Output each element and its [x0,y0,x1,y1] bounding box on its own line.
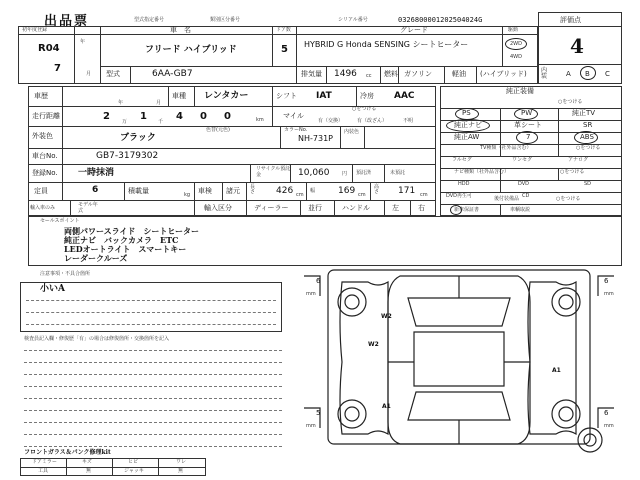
inspector-note: 検査員記入欄・修復歴「有」の場合は修復箇所・交換箇所を記入 [24,336,170,342]
mileage-year: 年 [118,100,124,106]
equip-seat-circle [516,131,538,144]
footer-header-break: ワレ [176,459,187,465]
mileage-digit-2: 1 [140,111,147,122]
model-name-value: フリード ハイブリッド [145,45,237,55]
tire-fl-unit: mm [306,291,316,297]
mileage-month: 月 [156,100,162,106]
damage-mark-a1-right: A1 [552,367,561,374]
navi-sd: SD [584,181,592,187]
color-change-label: 色替(元色) [206,127,230,133]
year-label: 年 [80,39,86,45]
tire-rl-value: 5 [316,409,321,417]
interior-selected-circle [580,66,596,80]
doors-label: ドア数 [276,27,291,33]
score-value: 4 [570,34,584,58]
tire-rr-value: 6 [604,409,609,417]
tv-circle-note: ○をつける [576,145,601,151]
displacement-value: 1496 [334,69,357,79]
tire-fr-unit: mm [604,291,614,297]
meter-label: マイル [283,112,304,120]
height-value: 171 [398,186,416,196]
color-value: ブラック [120,133,156,143]
footer-tools-label: 工具 [38,468,49,474]
damage-mark-a1-rear: A1 [382,403,391,410]
post-new: 新車保証書 [454,207,480,213]
ac-value: AAC [394,91,415,101]
recycle-status: 預託済 [356,170,372,176]
tire-fr-value: 6 [604,277,609,285]
type-designation-label: 型式指定番号 [134,17,165,23]
post-new-circle [450,205,462,215]
width-label: 幅 [310,188,316,194]
equip-leather: 革シート [514,121,542,129]
footer-jack-label: ジャッキ [124,468,144,474]
displacement-label: 排気量 [301,70,322,78]
mileage-digit-5: 0 [224,111,231,122]
navi-circle-note: ○をつける [560,169,585,175]
handle-label: ハンドル [342,204,370,212]
meter-circle-note: ○をつける [352,106,377,112]
capacity-label: 定員 [34,187,48,195]
import-label: 輸入車のみ [30,205,56,211]
notes-title: 注意事項・不具合箇所 [40,271,91,277]
equipment-title: 純正装備 [506,87,534,95]
post-circle-note: ○をつける [556,196,581,202]
car-damage-diagram [290,262,630,480]
equip-pw: PW [521,109,533,117]
navi-dvd-play: DVD再生可 [446,193,473,199]
drive-4wd: 4WD [510,54,522,60]
mileage-label: 走行距離 [32,112,60,120]
color-no-label: カラーNo. [284,127,308,133]
mileage-sen: 千 [158,119,164,125]
width-value: 169 [338,186,356,196]
post-manual: 車輌取説 [510,207,531,213]
drive-selected-circle [505,38,527,50]
shift-value: IAT [316,91,332,101]
cc-unit: cc [366,73,372,79]
chassis-value: GB7-3179302 [96,151,159,161]
length-unit: cm [296,192,304,198]
shift-label: シフト [276,92,297,100]
footer-jack-value: 無 [178,468,184,474]
footer-tools-value: 無 [86,468,92,474]
size-label: 諸元 [226,187,240,195]
tire-rl-unit: mm [306,423,316,429]
navi-type-label: ナビ種類（社外品含む） [454,169,510,175]
sales-points-title: セールスポイント [40,218,80,224]
month-value: 7 [54,63,61,74]
meter-option-3: 不明 [403,118,414,124]
height-unit: cm [420,192,428,198]
navi-cd: CD [522,193,530,199]
tv-type-1: フルセグ [452,157,472,163]
navi-dvd: DVD [518,181,530,187]
load-unit: kg [184,192,191,198]
meter-option-1: 有（交換） [318,118,344,124]
drive-label: 駆動 [508,27,519,33]
sales-point-2: 純正ナビ バックカメラ ETC [64,235,179,245]
model-year-label: モデル年式 [78,202,98,214]
equip-navi-circle [446,119,490,132]
fuel-option: 軽油 [452,70,466,78]
footer-header-scratch: キズ [82,459,92,465]
page-title: 出品票 [44,14,90,29]
post-equip-label: 後付装備品 [494,196,520,202]
parallel-label: 並行 [308,204,322,212]
type-value: 6AA-GB7 [152,69,193,79]
damage-mark-w2-side: W2 [368,341,379,348]
equip-navi: 純正ナビ [454,121,482,129]
mileage-digit-1: 2 [103,111,110,122]
equip-pw-circle [514,108,538,120]
width-unit: cm [358,192,366,198]
color-no-value: NH-731P [298,134,333,143]
height-label: 高さ [374,184,380,195]
capacity-value: 6 [92,185,99,195]
glass-label: フロントガラス＆パンク修理kit [24,449,111,456]
mileage-unit: km [256,117,264,123]
handle-right: 右 [418,204,425,212]
first-reg-value: R04 [38,43,60,54]
damage-mark-w2-front: W2 [381,313,392,320]
recycle-label: リサイクル預託金 [256,166,291,178]
use-value: レンタカー [204,91,249,101]
type-label: 型式 [106,70,120,78]
sales-point-3: LEDオートライト スマートキー [64,244,187,254]
equipment-circle-note: ○をつける [558,99,583,105]
hybrid-tag: (ハイブリッド) [480,70,527,78]
color-label: 外装色 [32,132,53,140]
grade-label: グレード [400,26,428,34]
equip-abs-circle [574,131,598,144]
reg-label: 登録No. [32,169,58,177]
recycle-value: 10,060 [298,168,330,178]
mileage-digit-3: 4 [176,111,183,122]
interior-label: 内装 [541,67,548,80]
interior-grade-a: A [566,70,571,78]
score-label: 評価点 [560,16,581,24]
fuel-value: ガソリン [404,70,432,78]
import-type-label: 輸入区分 [204,204,232,212]
footer-header-crack: ヒビ [128,459,139,465]
equip-aw: 純正AW [454,133,480,141]
serial-number-value: 0326800001202504024G [398,16,483,24]
mileage-digit-4: 0 [200,111,207,122]
serial-number-label: シリアル番号 [338,17,368,23]
use-label: 車種 [172,92,186,100]
meter-option-2: 有（改ざん） [357,118,388,124]
handle-left: 左 [392,204,399,212]
interior-color-label: 内装色 [344,129,360,135]
equip-seat: 7 [526,133,531,141]
inspect-label: 車検 [198,187,212,195]
mileage-man: 万 [122,119,128,125]
equip-ps: PS [462,109,471,117]
recycle-status-2: 未預託 [390,170,406,176]
month-label: 月 [86,71,92,77]
tire-rr-unit: mm [604,423,614,429]
length-label: 長さ [250,184,256,195]
equip-tv: 純正TV [572,109,596,117]
tv-type-label: TV種類（社外品含む） [480,145,532,151]
load-label: 積載量 [128,187,149,195]
navi-hdd: HDD [458,181,470,187]
category-number-label: 類別区分番号 [210,17,241,23]
equip-abs: ABS [580,133,594,141]
recycle-unit: 円 [342,171,348,177]
doors-value: 5 [281,44,288,55]
fuel-label: 燃料 [384,70,398,78]
tire-fl-value: 6 [316,277,321,285]
ac-label: 冷房 [360,92,374,100]
tv-type-3: アナログ [568,157,589,163]
dealer-label: ディーラー [254,204,289,212]
interior-grade-c: C [605,70,610,78]
equip-sr: SR [583,121,593,129]
chassis-label: 車台No. [32,152,58,160]
sales-point-4: レーダークルーズ [64,253,128,263]
reg-value: 一時抹消 [78,168,115,178]
first-reg-label: 初年度登録 [22,27,48,33]
drive-2wd: 2WD [510,41,522,47]
tv-type-2: ワンセグ [512,157,533,163]
sales-point-1: 両側パワースライド シートヒーター [64,226,200,236]
footer-header-mirror: ドアミラー [32,459,57,465]
grade-value: HYBRID G Honda SENSING シートヒーター [304,40,469,49]
interior-grade-b: B [585,70,590,78]
length-value: 426 [276,186,294,196]
history-label: 車歴 [34,92,48,100]
notes-value: 小いA [40,284,65,294]
model-name-label: 車 名 [170,26,191,34]
